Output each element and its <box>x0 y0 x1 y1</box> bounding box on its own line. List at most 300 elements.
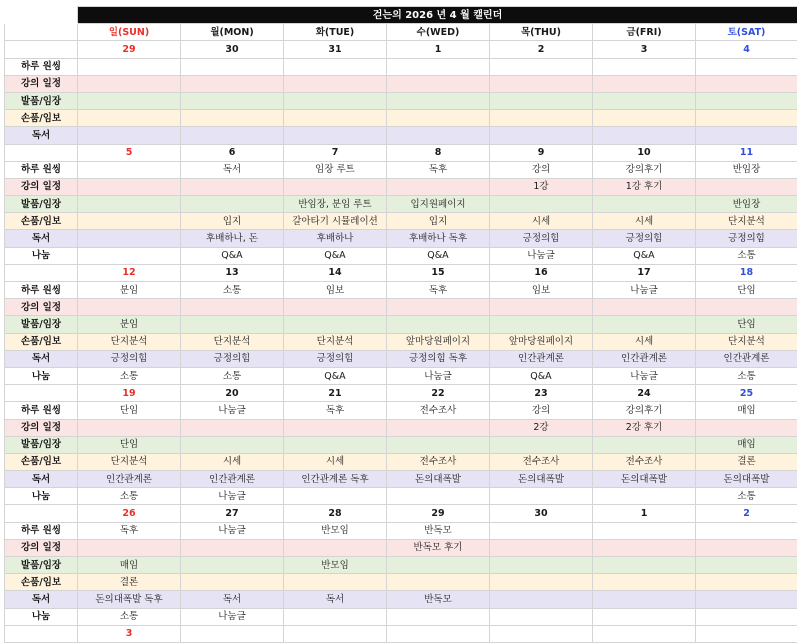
date-cell: 20 <box>181 385 284 402</box>
activity-cell: 단지분석 <box>181 333 284 350</box>
activity-cell <box>387 436 490 453</box>
activity-cell: 입지원페이지 <box>387 196 490 213</box>
activity-row <box>5 367 797 384</box>
activity-cell: 1강 <box>490 178 593 195</box>
date-row <box>5 144 797 161</box>
activity-row <box>5 178 797 195</box>
activity-cell <box>284 488 387 505</box>
activity-cell <box>181 196 284 213</box>
activity-cell: Q&A <box>284 367 387 384</box>
activity-cell <box>284 419 387 436</box>
row-label: 독서 <box>5 471 78 488</box>
activity-cell <box>593 58 696 75</box>
activity-cell <box>284 539 387 556</box>
activity-cell: 독서 <box>181 591 284 608</box>
activity-cell <box>181 299 284 316</box>
activity-cell: 긍정의힘 <box>490 230 593 247</box>
activity-row <box>5 110 797 127</box>
activity-cell: 반임장 <box>696 161 797 178</box>
activity-cell <box>593 488 696 505</box>
activity-cell <box>78 247 181 264</box>
activity-cell <box>696 299 797 316</box>
date-cell: 19 <box>78 385 181 402</box>
date-cell: 3 <box>593 41 696 58</box>
activity-cell: 독서 <box>181 161 284 178</box>
activity-cell <box>490 591 593 608</box>
date-cell: 31 <box>284 41 387 58</box>
date-row-blank <box>5 264 78 281</box>
activity-cell <box>78 178 181 195</box>
activity-row <box>5 333 797 350</box>
activity-cell <box>490 75 593 92</box>
activity-row <box>5 299 797 316</box>
activity-row <box>5 436 797 453</box>
date-cell: 28 <box>284 505 387 522</box>
activity-cell <box>593 92 696 109</box>
activity-cell: 단지분석 <box>696 333 797 350</box>
row-label: 손품/임보 <box>5 574 78 591</box>
activity-cell: 나눔글 <box>593 282 696 299</box>
activity-cell: 단임 <box>696 282 797 299</box>
activity-cell <box>387 92 490 109</box>
row-label: 나눔 <box>5 488 78 505</box>
activity-cell <box>490 574 593 591</box>
row-label: 발품/임장 <box>5 92 78 109</box>
activity-cell <box>78 230 181 247</box>
activity-cell: 입지 <box>181 213 284 230</box>
date-cell: 24 <box>593 385 696 402</box>
row-label: 발품/임장 <box>5 436 78 453</box>
activity-cell: 소통 <box>78 488 181 505</box>
activity-row <box>5 127 797 144</box>
activity-cell <box>78 419 181 436</box>
activity-cell: 소통 <box>696 247 797 264</box>
activity-row <box>5 522 797 539</box>
activity-cell: 돈의대폭발 <box>593 471 696 488</box>
activity-cell: 강의 <box>490 402 593 419</box>
date-cell: 17 <box>593 264 696 281</box>
activity-cell: 2강 <box>490 419 593 436</box>
activity-row <box>5 350 797 367</box>
activity-cell <box>181 574 284 591</box>
activity-cell: 반모임 <box>284 557 387 574</box>
activity-cell <box>181 110 284 127</box>
activity-cell <box>696 557 797 574</box>
activity-cell: 단지분석 <box>696 213 797 230</box>
date-row <box>5 41 797 58</box>
activity-cell <box>593 110 696 127</box>
date-row-blank <box>5 144 78 161</box>
activity-cell: 긍정의힘 <box>181 350 284 367</box>
activity-cell <box>696 178 797 195</box>
date-cell: 2 <box>490 41 593 58</box>
activity-cell <box>284 92 387 109</box>
activity-cell <box>78 75 181 92</box>
activity-cell <box>696 58 797 75</box>
date-cell: 15 <box>387 264 490 281</box>
row-label: 발품/임장 <box>5 196 78 213</box>
activity-cell <box>78 110 181 127</box>
activity-cell: 매임 <box>78 557 181 574</box>
activity-cell <box>387 419 490 436</box>
activity-cell <box>696 419 797 436</box>
row-label: 나눔 <box>5 367 78 384</box>
activity-cell: Q&A <box>490 367 593 384</box>
activity-cell <box>696 608 797 625</box>
activity-cell <box>593 591 696 608</box>
activity-cell <box>78 196 181 213</box>
date-cell: 29 <box>78 41 181 58</box>
activity-cell: 인간관계론 <box>696 350 797 367</box>
activity-cell: Q&A <box>387 247 490 264</box>
activity-cell: 소통 <box>696 367 797 384</box>
activity-cell: 분임 <box>78 282 181 299</box>
row-label: 강의 일정 <box>5 539 78 556</box>
row-label: 강의 일정 <box>5 178 78 195</box>
activity-cell: 인간관계론 <box>181 471 284 488</box>
activity-cell <box>593 196 696 213</box>
activity-row <box>5 161 797 178</box>
activity-cell: 후배하나, 돈 <box>181 230 284 247</box>
title-row <box>5 7 797 24</box>
activity-cell <box>593 522 696 539</box>
activity-cell <box>696 110 797 127</box>
activity-cell: 소통 <box>78 608 181 625</box>
activity-cell <box>593 127 696 144</box>
row-label: 발품/임장 <box>5 557 78 574</box>
date-cell: 22 <box>387 385 490 402</box>
activity-cell: 시세 <box>593 333 696 350</box>
row-label: 독서 <box>5 350 78 367</box>
activity-cell: 분임 <box>78 316 181 333</box>
activity-cell <box>696 75 797 92</box>
activity-cell <box>181 58 284 75</box>
activity-cell: 인간관계론 <box>490 350 593 367</box>
activity-cell <box>593 608 696 625</box>
activity-cell: Q&A <box>593 247 696 264</box>
activity-cell <box>181 419 284 436</box>
date-cell: 10 <box>593 144 696 161</box>
calendar-table <box>4 6 797 643</box>
date-cell: 16 <box>490 264 593 281</box>
activity-cell <box>696 574 797 591</box>
row-label: 손품/임보 <box>5 110 78 127</box>
activity-row <box>5 213 797 230</box>
activity-row <box>5 608 797 625</box>
activity-cell: 독후 <box>78 522 181 539</box>
activity-cell: 단지분석 <box>78 333 181 350</box>
activity-cell: 인간관계론 <box>78 471 181 488</box>
activity-cell: Q&A <box>284 247 387 264</box>
activity-cell <box>593 574 696 591</box>
activity-cell <box>78 127 181 144</box>
activity-cell <box>284 58 387 75</box>
activity-cell <box>181 92 284 109</box>
calendar-title: 걷는의 2026 년 4 월 캘린더 <box>78 7 797 24</box>
activity-cell <box>490 608 593 625</box>
activity-cell <box>490 436 593 453</box>
activity-cell: 전수조사 <box>387 453 490 470</box>
activity-cell <box>387 299 490 316</box>
activity-row <box>5 419 797 436</box>
date-cell: 8 <box>387 144 490 161</box>
activity-row <box>5 247 797 264</box>
activity-cell: 매임 <box>696 436 797 453</box>
activity-row <box>5 75 797 92</box>
activity-cell <box>490 557 593 574</box>
activity-cell: 후배하나 독후 <box>387 230 490 247</box>
date-cell: 18 <box>696 264 797 281</box>
activity-cell: 단임 <box>696 316 797 333</box>
activity-cell <box>284 75 387 92</box>
date-cell: 1 <box>593 505 696 522</box>
activity-cell: 강의후기 <box>593 161 696 178</box>
activity-cell <box>593 316 696 333</box>
activity-cell <box>387 316 490 333</box>
date-cell: 13 <box>181 264 284 281</box>
activity-cell: 임보 <box>490 282 593 299</box>
date-cell: 29 <box>387 505 490 522</box>
date-row-blank <box>5 505 78 522</box>
activity-cell <box>284 436 387 453</box>
row-label: 강의 일정 <box>5 419 78 436</box>
row-label: 하루 원씽 <box>5 282 78 299</box>
weekday-header: 수(WED) <box>387 24 490 41</box>
row-label: 강의 일정 <box>5 299 78 316</box>
activity-cell: 독서 <box>284 591 387 608</box>
activity-cell: 단임 <box>78 436 181 453</box>
activity-row <box>5 196 797 213</box>
activity-cell <box>387 574 490 591</box>
activity-cell: 나눔글 <box>593 367 696 384</box>
weekday-header: 월(MON) <box>181 24 284 41</box>
activity-cell: 나눔글 <box>181 608 284 625</box>
activity-cell <box>490 488 593 505</box>
activity-cell <box>78 299 181 316</box>
activity-cell: 단지분석 <box>284 333 387 350</box>
activity-cell <box>181 127 284 144</box>
activity-cell <box>181 178 284 195</box>
date-cell: 3 <box>78 625 181 642</box>
weekday-header: 화(TUE) <box>284 24 387 41</box>
row-label: 독서 <box>5 591 78 608</box>
activity-cell <box>284 316 387 333</box>
activity-cell: 반독모 <box>387 591 490 608</box>
activity-cell: 반모임 <box>284 522 387 539</box>
activity-row <box>5 557 797 574</box>
activity-cell: 반독모 후기 <box>387 539 490 556</box>
activity-cell: 2강 후기 <box>593 419 696 436</box>
row-label: 손품/임보 <box>5 333 78 350</box>
activity-cell: 강의후기 <box>593 402 696 419</box>
activity-cell: 앞마당원페이지 <box>387 333 490 350</box>
activity-cell <box>387 127 490 144</box>
weekday-header: 일(SUN) <box>78 24 181 41</box>
activity-cell <box>387 110 490 127</box>
date-cell: 4 <box>696 41 797 58</box>
activity-cell: 돈의대폭발 <box>387 471 490 488</box>
activity-cell: 갈아타기 시뮬레이션 <box>284 213 387 230</box>
date-cell: 21 <box>284 385 387 402</box>
activity-cell: 돈의대폭발 <box>696 471 797 488</box>
activity-cell: 결론 <box>696 453 797 470</box>
activity-cell: 시세 <box>490 213 593 230</box>
date-cell: 12 <box>78 264 181 281</box>
activity-row <box>5 402 797 419</box>
activity-cell: Q&A <box>181 247 284 264</box>
activity-cell: 전수조사 <box>387 402 490 419</box>
activity-cell: 단지분석 <box>78 453 181 470</box>
activity-cell: 소통 <box>181 282 284 299</box>
activity-cell <box>490 58 593 75</box>
activity-cell: 결론 <box>78 574 181 591</box>
activity-cell <box>181 75 284 92</box>
activity-cell <box>284 299 387 316</box>
date-cell: 25 <box>696 385 797 402</box>
activity-row <box>5 316 797 333</box>
date-cell: 26 <box>78 505 181 522</box>
date-cell: 11 <box>696 144 797 161</box>
activity-cell <box>78 58 181 75</box>
activity-cell <box>593 557 696 574</box>
activity-row <box>5 488 797 505</box>
activity-cell <box>181 557 284 574</box>
activity-cell <box>593 75 696 92</box>
row-label: 손품/임보 <box>5 453 78 470</box>
activity-cell <box>78 213 181 230</box>
activity-cell: 독후 <box>284 402 387 419</box>
activity-cell <box>490 299 593 316</box>
activity-cell: 나눔글 <box>181 402 284 419</box>
activity-cell: 입지 <box>387 213 490 230</box>
row-label: 하루 원씽 <box>5 522 78 539</box>
date-cell: 5 <box>78 144 181 161</box>
activity-cell: 소통 <box>78 367 181 384</box>
date-cell: 1 <box>387 41 490 58</box>
activity-cell <box>696 92 797 109</box>
activity-cell <box>593 539 696 556</box>
activity-cell: 긍정의힘 <box>284 350 387 367</box>
activity-cell <box>696 127 797 144</box>
activity-cell: 나눔글 <box>181 488 284 505</box>
date-row <box>5 264 797 281</box>
date-cell: 2 <box>696 505 797 522</box>
date-cell: 6 <box>181 144 284 161</box>
activity-cell: 인간관계론 <box>593 350 696 367</box>
activity-cell: 전수조사 <box>593 453 696 470</box>
activity-cell <box>181 539 284 556</box>
row-label: 강의 일정 <box>5 75 78 92</box>
activity-cell: 전수조사 <box>490 453 593 470</box>
activity-row <box>5 471 797 488</box>
date-cell: 7 <box>284 144 387 161</box>
activity-cell <box>284 110 387 127</box>
activity-cell <box>387 488 490 505</box>
activity-cell <box>490 92 593 109</box>
activity-row <box>5 453 797 470</box>
activity-cell: 돈의대폭발 독후 <box>78 591 181 608</box>
activity-cell <box>387 608 490 625</box>
activity-cell <box>387 178 490 195</box>
row-label: 나눔 <box>5 247 78 264</box>
date-cell: 23 <box>490 385 593 402</box>
weekday-header: 금(FRI) <box>593 24 696 41</box>
date-cell: 27 <box>181 505 284 522</box>
activity-cell: 시세 <box>181 453 284 470</box>
header-blank <box>5 24 78 41</box>
date-cell: 30 <box>181 41 284 58</box>
activity-row <box>5 591 797 608</box>
activity-cell: 후배하나 <box>284 230 387 247</box>
activity-cell <box>593 299 696 316</box>
date-row <box>5 385 797 402</box>
activity-cell: 1강 후기 <box>593 178 696 195</box>
activity-cell <box>284 608 387 625</box>
activity-cell: 소통 <box>696 488 797 505</box>
activity-cell: 임보 <box>284 282 387 299</box>
row-label: 손품/임보 <box>5 213 78 230</box>
activity-cell <box>490 316 593 333</box>
weekday-header: 토(SAT) <box>696 24 797 41</box>
activity-cell <box>490 539 593 556</box>
corner-blank <box>5 7 78 24</box>
activity-row <box>5 92 797 109</box>
activity-cell: 나눔글 <box>387 367 490 384</box>
activity-cell: 독후 <box>387 161 490 178</box>
activity-row <box>5 574 797 591</box>
date-row-blank <box>5 41 78 58</box>
activity-row <box>5 539 797 556</box>
date-row <box>5 505 797 522</box>
date-cell: 9 <box>490 144 593 161</box>
activity-cell <box>387 58 490 75</box>
date-cell: 30 <box>490 505 593 522</box>
row-label: 하루 원씽 <box>5 161 78 178</box>
activity-cell: 긍정의힘 <box>593 230 696 247</box>
activity-cell: 반임장, 분임 루트 <box>284 196 387 213</box>
activity-cell <box>490 110 593 127</box>
activity-cell <box>78 539 181 556</box>
row-label: 발품/임장 <box>5 316 78 333</box>
activity-cell: 앞마당원페이지 <box>490 333 593 350</box>
activity-cell: 임장 루트 <box>284 161 387 178</box>
date-cell: 14 <box>284 264 387 281</box>
activity-cell <box>490 522 593 539</box>
activity-cell <box>78 161 181 178</box>
activity-cell <box>490 196 593 213</box>
activity-cell <box>284 574 387 591</box>
activity-cell: 반독모 <box>387 522 490 539</box>
activity-cell: 긍정의힘 <box>696 230 797 247</box>
weekday-header: 목(THU) <box>490 24 593 41</box>
activity-cell: 돈의대폭발 <box>490 471 593 488</box>
row-label: 하루 원씽 <box>5 58 78 75</box>
activity-cell <box>284 127 387 144</box>
activity-row <box>5 58 797 75</box>
row-label: 독서 <box>5 127 78 144</box>
activity-row <box>5 282 797 299</box>
activity-cell <box>181 316 284 333</box>
activity-cell <box>78 92 181 109</box>
activity-cell: 시세 <box>593 213 696 230</box>
activity-cell <box>696 539 797 556</box>
date-row-blank <box>5 385 78 402</box>
activity-cell: 긍정의힘 <box>78 350 181 367</box>
activity-row <box>5 230 797 247</box>
activity-cell: 독후 <box>387 282 490 299</box>
activity-cell <box>284 178 387 195</box>
activity-cell <box>696 522 797 539</box>
